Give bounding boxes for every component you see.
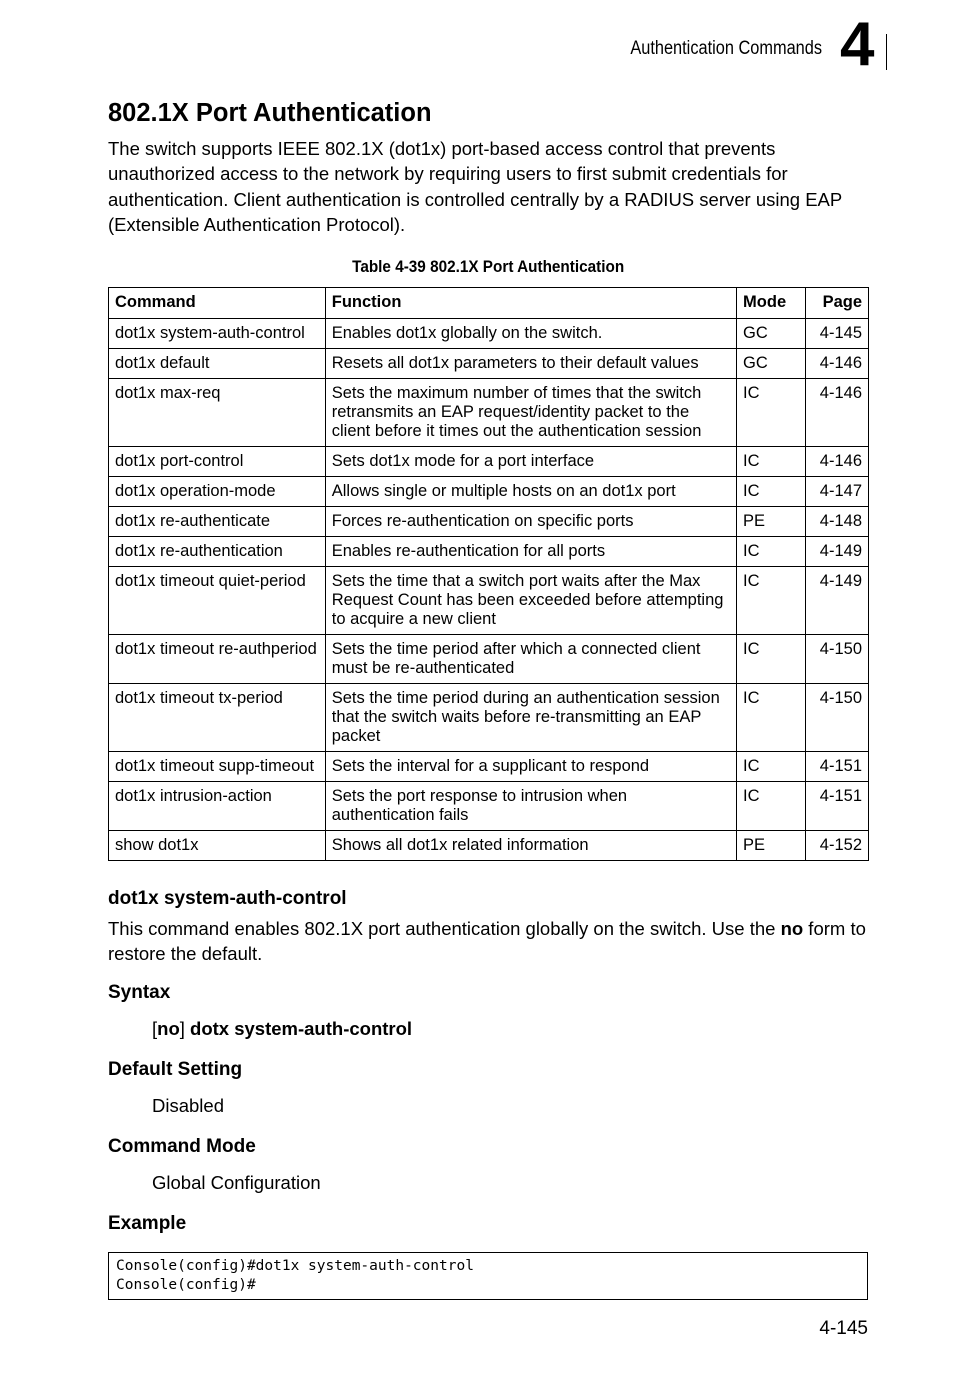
command-mode-heading: Command Mode <box>108 1136 256 1157</box>
cell-page: 4-151 <box>806 752 869 782</box>
cell-page: 4-146 <box>806 379 869 447</box>
header-function: Function <box>325 288 736 319</box>
cell-page: 4-146 <box>806 447 869 477</box>
cell-page: 4-146 <box>806 349 869 379</box>
cell-page: 4-149 <box>806 537 869 567</box>
cell-command: dot1x system-auth-control <box>109 319 326 349</box>
cell-mode: PE <box>737 831 806 861</box>
syntax-heading: Syntax <box>108 982 171 1003</box>
cell-page: 4-145 <box>806 319 869 349</box>
running-header-title: Authentication Commands <box>630 38 822 59</box>
cell-mode: IC <box>737 567 806 635</box>
table-row <box>109 684 869 752</box>
cell-mode: IC <box>737 635 806 684</box>
section-title: 802.1X Port Authentication <box>108 99 432 127</box>
cell-mode: GC <box>737 349 806 379</box>
example-heading: Example <box>108 1213 187 1234</box>
cell-command: dot1x timeout re-authperiod <box>109 635 326 684</box>
cell-function: Enables dot1x globally on the switch. <box>325 319 736 349</box>
cell-function: Forces re-authentication on specific ports <box>325 507 736 537</box>
header-page: Page <box>806 288 869 319</box>
header-mode: Mode <box>737 288 806 319</box>
table-row <box>109 537 869 567</box>
syntax-line: [no] dotx system-auth-control <box>152 1018 413 1039</box>
cell-page: 4-147 <box>806 477 869 507</box>
cell-function: Shows all dot1x related information <box>325 831 736 861</box>
command-title: dot1x system-auth-control <box>108 888 347 909</box>
cell-command: dot1x re-authentication <box>109 537 326 567</box>
command-description: This command enables 802.1X port authentication globally on the switch. Use the no form to restore the default. <box>108 918 866 964</box>
table-row <box>109 752 869 782</box>
cell-mode: GC <box>737 319 806 349</box>
no-keyword: no <box>780 918 804 939</box>
table-row <box>109 319 869 349</box>
table-row <box>109 567 869 635</box>
table-row <box>109 507 869 537</box>
cell-command: dot1x timeout supp-timeout <box>109 752 326 782</box>
table-row <box>109 635 869 684</box>
cell-mode: IC <box>737 477 806 507</box>
table-row <box>109 782 869 831</box>
cell-mode: IC <box>737 782 806 831</box>
cell-page: 4-150 <box>806 635 869 684</box>
cell-command: dot1x operation-mode <box>109 477 326 507</box>
table-caption: Table 4-39 802.1X Port Authentication <box>351 257 625 276</box>
cell-page: 4-152 <box>806 831 869 861</box>
cell-page: 4-149 <box>806 567 869 635</box>
default-setting-value: Disabled <box>152 1095 224 1116</box>
table-row <box>109 831 869 861</box>
cell-mode: IC <box>737 447 806 477</box>
cell-mode: IC <box>737 684 806 752</box>
cell-function: Sets the maximum number of times that the switch retransmits an EAP request/identity packet to the client before it times out the authentication session <box>325 379 736 447</box>
cell-command: dot1x port-control <box>109 447 326 477</box>
cell-function: Sets the port response to intrusion when authentication fails <box>325 782 736 831</box>
table-header-row <box>109 288 869 319</box>
cell-function: Enables re-authentication for all ports <box>325 537 736 567</box>
section-intro: The switch supports IEEE 802.1X (dot1x) port-based access control that prevents unauthorized access to the network by requiring users to first submit credentials for authentication. Client authentication is controlled centrally by a RADIUS server using EAP (Extensible Authentication Protocol). <box>108 138 842 235</box>
cell-page: 4-148 <box>806 507 869 537</box>
cell-function: Allows single or multiple hosts on an dot1x port <box>325 477 736 507</box>
cell-mode: IC <box>737 537 806 567</box>
default-setting-heading: Default Setting <box>108 1059 243 1080</box>
cell-command: dot1x max-req <box>109 379 326 447</box>
cell-function: Sets the time that a switch port waits after the Max Request Count has been exceeded before attempting to acquire a new client <box>325 567 736 635</box>
table-row <box>109 477 869 507</box>
cell-function: Sets the interval for a supplicant to respond <box>325 752 736 782</box>
cell-function: Sets the time period after which a connected client must be re-authenticated <box>325 635 736 684</box>
cell-command: dot1x re-authenticate <box>109 507 326 537</box>
command-table <box>108 287 869 861</box>
cell-command: dot1x timeout tx-period <box>109 684 326 752</box>
cell-command: dot1x intrusion-action <box>109 782 326 831</box>
cell-command: dot1x timeout quiet-period <box>109 567 326 635</box>
table-row <box>109 349 869 379</box>
cell-command: show dot1x <box>109 831 326 861</box>
cell-page: 4-151 <box>806 782 869 831</box>
cell-function: Sets the time period during an authentication session that the switch waits before re-transmitting an EAP packet <box>325 684 736 752</box>
cell-function: Sets dot1x mode for a port interface <box>325 447 736 477</box>
table-row <box>109 379 869 447</box>
cell-mode: IC <box>737 752 806 782</box>
cell-mode: PE <box>737 507 806 537</box>
cell-function: Resets all dot1x parameters to their default values <box>325 349 736 379</box>
page-number: 4-145 <box>819 1318 868 1339</box>
table-row <box>109 447 869 477</box>
cell-page: 4-150 <box>806 684 869 752</box>
cell-command: dot1x default <box>109 349 326 379</box>
command-mode-value: Global Configuration <box>152 1172 321 1193</box>
header-command: Command <box>109 288 326 319</box>
cell-mode: IC <box>737 379 806 447</box>
example-code: Console(config)#dot1x system-auth-control Console(config)# <box>108 1252 868 1300</box>
chapter-number: 4 <box>840 10 875 79</box>
